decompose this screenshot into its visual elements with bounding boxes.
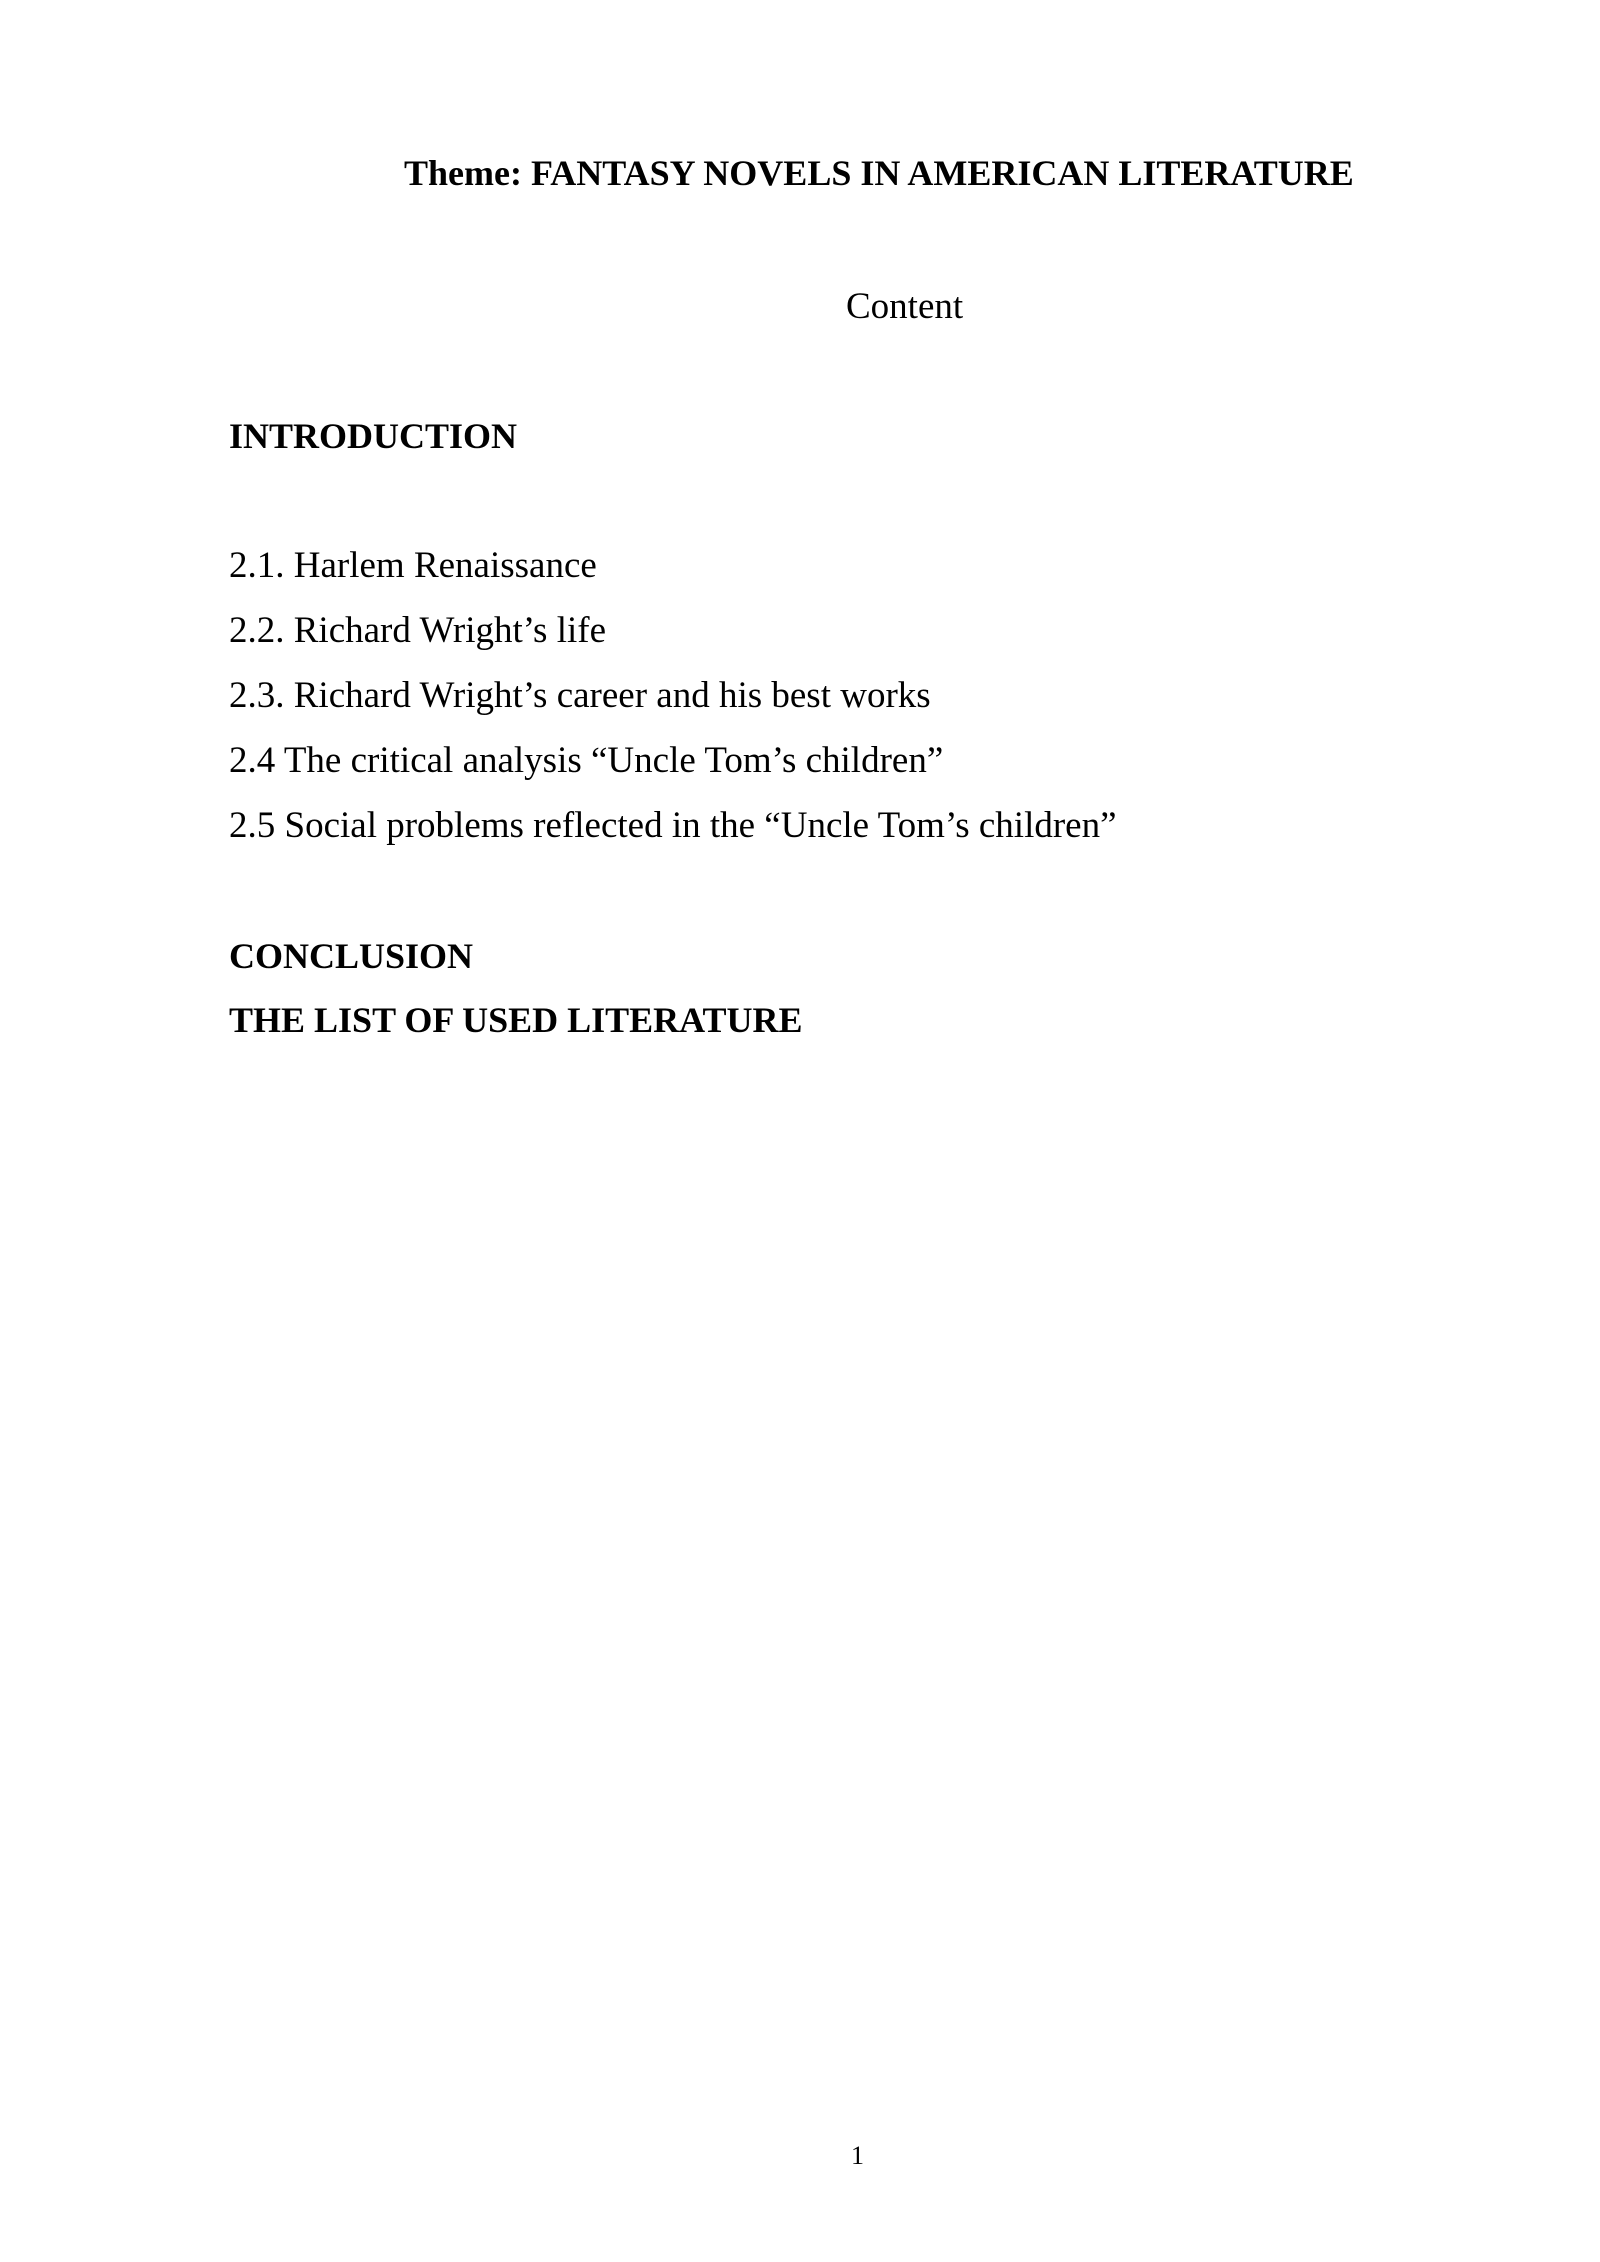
literature-heading: THE LIST OF USED LITERATURE [229,1000,803,1040]
content-title: Content [846,286,964,327]
toc-item: 2.3. Richard Wright’s career and his best works [229,675,931,716]
toc-item: 2.2. Richard Wright’s life [229,610,607,651]
document-theme: Theme: FANTASY NOVELS IN AMERICAN LITERATURE [404,153,1354,193]
conclusion-heading: CONCLUSION [229,936,474,976]
toc-item: 2.4 The critical analysis “Uncle Tom’s children” [229,740,944,781]
introduction-heading: INTRODUCTION [229,416,518,456]
toc-item: 2.1. Harlem Renaissance [229,545,597,586]
toc-item: 2.5 Social problems reflected in the “Uncle Tom’s children” [229,805,1117,846]
page-number: 1 [851,2141,864,2170]
